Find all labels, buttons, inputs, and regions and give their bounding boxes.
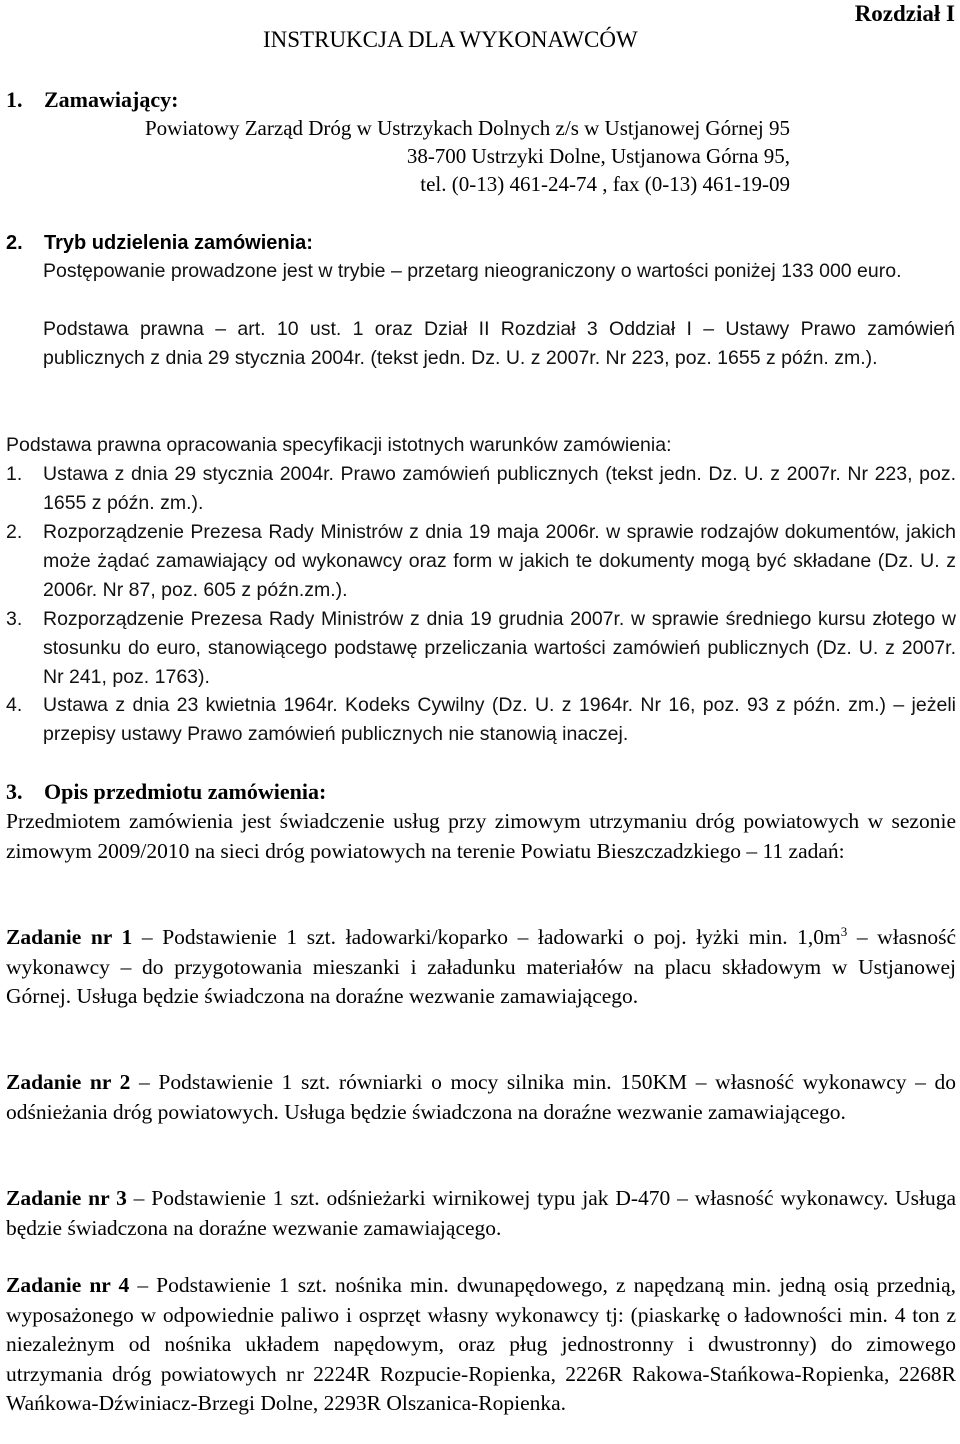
task-3 [6,1184,956,1243]
task-2 [6,1068,956,1127]
chapter-label: Rozdział I [854,1,955,26]
task-label: Zadanie nr 4 [6,1273,130,1297]
task-4 [6,1271,956,1419]
task-text: – Podstawienie 1 szt. nośnika min. dwunapędowego, z napędzaną min. jedną osią przednią, wyposażonego w odpowiednie paliwo i osprzęt własny wykonawcy tj: (piaskarkę o ładowności min. 4 ton z niezależnym od nośnika układem napędowym, oraz pług jednostronny i dwustronny) do zimowego utrzymania dróg powiatowych nr 2224R Rozpucie-Ropienka, 2226R Rakowa-Stańkowa-Ropienka, 2268R Wańkowa-Dźwiniacz-Brzegi Dolne, 2293R Olszanica-Ropienka. [6,1273,956,1415]
basis-item-text: Rozporządzenie Prezesa Rady Ministrów z dnia 19 maja 2006r. w sprawie rodzajów dokumentów, jakich może żądać zamawiający od wykonawcy oraz form w jakich te dokumenty mogą być składane (Dz. U. z 2006r. Nr 87, poz. 605 z późn.zm.). [43,521,956,601]
section-3-title: Opis przedmiotu zamówienia: [44,779,327,804]
address-line-1: Powiatowy Zarząd Dróg w Ustrzykach Dolnych z/s w Ustjanowej Górnej 95 [144,116,790,140]
section-1-number: 1. [6,87,23,112]
document-title: INSTRUKCJA DLA WYKONAWCÓW [263,27,638,52]
section-2-number: 2. [6,232,23,254]
basis-item-text: Rozporządzenie Prezesa Rady Ministrów z dnia 19 grudnia 2007r. w sprawie średniego kursu złotego w stosunku do euro, stanowiącego podstawę przeliczania wartości zamówień publicznych (Dz. U. z 2007r. Nr 241, poz. 1763). [43,608,956,688]
basis-item-number: 1. [6,463,23,485]
task-label: Zadanie nr 3 [6,1186,127,1210]
basis-item-3 [6,605,956,692]
task-text: – Podstawienie 1 szt. odśnieżarki wirnikowej typu jak D-470 – własność wykonawcy. Usługa będzie świadczona na doraźne wezwanie zamawiającego. [6,1186,956,1240]
task-text: – Podstawienie 1 szt. równiarki o mocy silnika min. 150KM – własność wykonawcy – do odśnieżania dróg powiatowych. Usługa będzie świadczona na doraźne wezwanie zamawiającego. [6,1070,956,1124]
section-1-heading [6,86,178,114]
basis-item-number: 3. [6,608,23,630]
task-label: Zadanie nr 2 [6,1070,131,1094]
procedure-mode-paragraph: Postępowanie prowadzone jest w trybie – przetarg nieograniczony o wartości poniżej 133 000 euro. [43,260,902,282]
basis-item-4 [6,691,956,749]
section-3-heading [6,778,326,806]
task-text-continued: – własność wykonawcy – do przygotowania mieszanki i załadunku materiałów na placu składowym w Ustjanowej Górnej. Usługa będzie świadczona na doraźne wezwanie zamawiającego. [6,925,956,1008]
section-1-title: Zamawiający: [44,87,179,112]
basis-item-text: Ustawa z dnia 23 kwietnia 1964r. Kodeks Cywilny (Dz. U. z 1964r. Nr 16, poz. 93 z późn. zm.) – jeżeli przepisy ustawy Prawo zamówień publicznych nie stanowią inaczej. [43,694,956,745]
basis-item-number: 2. [6,521,23,543]
task-label: Zadanie nr 1 [6,925,133,949]
superscript: 3 [840,923,848,939]
siwz-basis-heading: Podstawa prawna opracowania specyfikacji istotnych warunków zamówienia: [6,434,672,456]
address-line-2: 38-700 Ustrzyki Dolne, Ustjanowa Górna 95, [406,144,790,168]
section-2-heading [6,229,313,257]
contracting-authority-address [0,114,790,198]
legal-basis-paragraph: Podstawa prawna – art. 10 ust. 1 oraz Dział II Rozdział 3 Oddział I – Ustawy Prawo zamówień publicznych z dnia 29 stycznia 2004r. (tekst jedn. Dz. U. z 2007r. Nr 223, poz. 1655 z późn. zm.). [43,318,955,369]
basis-item-1 [6,460,956,518]
subject-intro-paragraph: Przedmiotem zamówienia jest świadczenie usług przy zimowym utrzymaniu dróg powiatowych w sezonie zimowym 2009/2010 na sieci dróg powiatowych na terenie Powiatu Bieszczadzkiego – 11 zadań: [6,809,956,863]
section-3-number: 3. [6,779,23,804]
task-text: – Podstawienie 1 szt. ładowarki/koparko – ładowarki o poj. łyżki min. 1,0m [132,925,841,949]
address-line-3: tel. (0-13) 461-24-74 , fax (0-13) 461-19-09 [420,172,790,196]
task-1 [6,923,956,1012]
basis-item-2 [6,518,956,605]
basis-item-text: Ustawa z dnia 29 stycznia 2004r. Prawo zamówień publicznych (tekst jedn. Dz. U. z 2007r. Nr 223, poz. 1655 z późn. zm.). [43,463,956,514]
section-2-title: Tryb udzielenia zamówienia: [44,232,313,254]
basis-item-number: 4. [6,694,23,716]
